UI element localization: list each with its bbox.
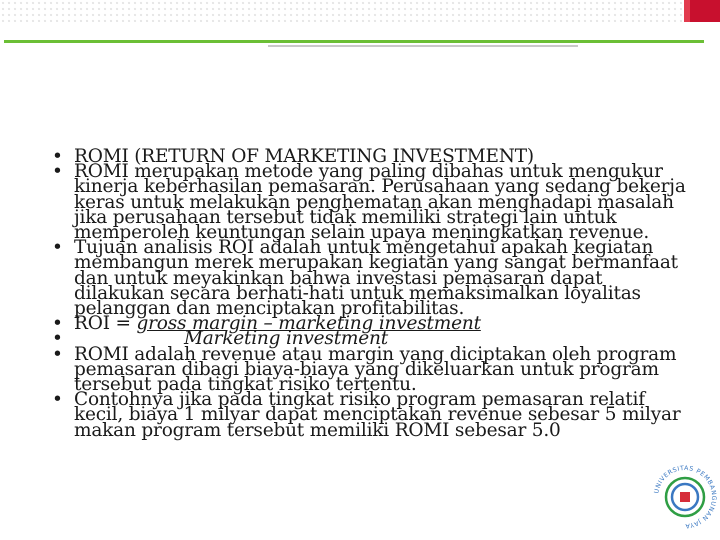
bullet-text: ROMI adalah revenue atau margin yang diciptakan oleh program pemasaran dibagi biaya-biaya yang dikeluarkan untuk program tersebut pada tingkat risiko tertentu. [74,343,677,396]
formula-numerator: gross margin – marketing investment [136,313,481,335]
bullet-dot: • [52,146,63,167]
red-corner-block [690,0,720,22]
bullet-dot: • [52,343,63,365]
bullet-dot: • [52,313,63,335]
university-logo [650,462,720,532]
grey-header-rule [268,45,578,47]
formula-lhs: ROI = [74,313,137,335]
bullet-text: Tujuan analisis ROI adalah untuk mengetahui apakah kegiatan membangun merek merupakan kegiatan yang sangat bermanfaat dan untuk meyakinkan bahwa investasi pemasaran dapat dilakukan secara berhati-hati untuk memaksimalkan loyalitas pelanggan dan menciptakan profitabilitas. [74,237,678,320]
bullet-item [52,161,692,244]
bullet-item [52,343,692,396]
bullet-item [52,237,692,320]
bullet-text: ROMI merupakan metode yang paling dibahas untuk mengukur kinerja keberhasilan pemasaran. Perusahaan yang sedang bekerja keras untuk melakukan penghematan akan menghadapi masalah jika perusahaan tersebut tidak memiliki strategi lain untuk memperoleh keuntungan selain upaya meningkatkan revenue. [74,161,686,244]
slide-body [52,146,692,441]
bullet-text: ROMI (RETURN OF MARKETING INVESTMENT) [74,146,534,167]
bullet-dot: • [52,161,63,183]
bullet-dot: • [52,328,63,350]
formula-denominator: Marketing investment [184,328,388,350]
logo-center-square [680,492,690,502]
bullet-dot: • [52,389,63,411]
dotted-pattern [0,0,690,22]
bullet-item [52,389,692,441]
green-header-rule [4,40,704,43]
logo-ring-text: UNIVERSITAS PEMBANGUNAN JAYA [653,464,718,530]
bullet-text: Contohnya jika pada tingkat risiko program pemasaran relatif kecil, biaya 1 milyar dapat menciptakan revenue sebesar 5 milyar makan program tersebut memiliki ROMI sebesar 5.0 [74,389,681,441]
bullet-dot: • [52,237,63,259]
top-decorative-bar [0,0,720,22]
